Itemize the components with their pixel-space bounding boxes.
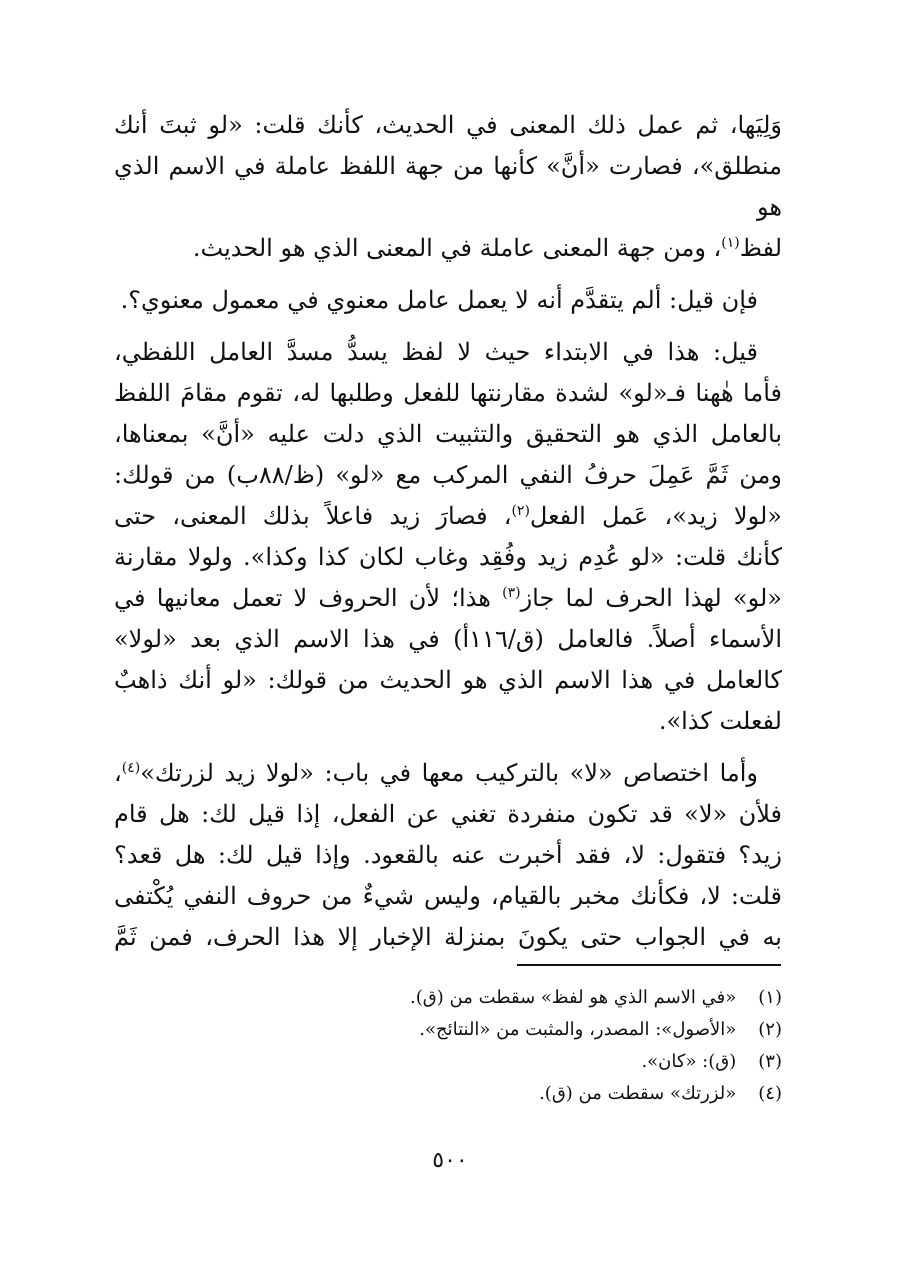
footnote-text: (ق): «كان». <box>641 1051 737 1072</box>
text-line: فإن قيل: ألم يتقدَّم أنه لا يعمل عامل معنوي في معمول معنوي؟. <box>120 286 758 314</box>
text-line: «لو» لهذا الحرف لما جاز$^{(٣)}$ هذا؛ لأن الحروف لا تعمل معانيها في <box>114 584 782 612</box>
text-line: ومن ثَمَّ عَمِلَ حرفُ النفي المركب مع «لو» (ظ/٨٨ب) من قولك: <box>114 461 782 489</box>
text-line: كأنك قلت: «لو عُدِم زيد وفُقِد وغاب لكان كذا وكذا». ولولا مقارنة <box>114 543 782 571</box>
text-line: كالعامل في هذا الاسم الذي هو الحديث من قولك: «لو أنك ذاهبٌ <box>114 666 782 694</box>
footnote-number: (٤) <box>758 1083 782 1104</box>
footnote-text: «لزرتك» سقطت من (ق). <box>539 1083 737 1104</box>
paragraph <box>114 753 782 958</box>
footnote-number: (٢) <box>758 1019 782 1040</box>
main-text <box>114 105 782 958</box>
text-line: الأسماء أصلاً. فالعامل (ق/١١٦أ) في هذا الاسم الذي بعد «لولا» <box>114 625 782 653</box>
footnotes <box>114 982 782 1110</box>
text-line: به في الجواب حتى يكونَ بمنزلة الإخبار إلا هذا الحرف، فمن ثَمَّ <box>114 923 782 951</box>
footnote <box>114 1014 782 1046</box>
text-line: لفظ$^{(١)}$، ومن جهة المعنى عاملة في المعنى الذي هو الحديث. <box>192 234 782 262</box>
footnote-marker: (١) <box>721 235 740 251</box>
text-line: بالعامل الذي هو التحقيق والتثبيت الذي دلت عليه «أنَّ» بمعناها، <box>114 420 782 448</box>
footnote-text: «في الاسم الذي هو لفظ» سقطت من (ق). <box>410 987 737 1008</box>
footnote-marker: (٣) <box>502 585 521 601</box>
footnote-text: «الأصول»: المصدر، والمثبت من «النتائج». <box>419 1019 737 1040</box>
footnote <box>114 1078 782 1110</box>
text-line: زيد؟ فتقول: لا، فقد أخبرت عنه بالقعود. وإذا قيل لك: هل قعد؟ <box>114 841 782 869</box>
page-number: ٥٠٠ <box>432 1148 468 1173</box>
text-line: قيل: هذا في الابتداء حيث لا لفظ يسدُّ مسدَّ العامل اللفظي، <box>114 338 758 366</box>
footnote <box>114 982 782 1014</box>
text-line: وَلِيَها، ثم عمل ذلك المعنى في الحديث، كأنك قلت: «لو ثبتَ أنك <box>114 111 782 139</box>
text-line: فأما هٰهنا فـ«لو» لشدة مقارنتها للفعل وطلبها له، تقوم مقامَ اللفظ <box>114 379 782 407</box>
paragraph <box>114 105 782 269</box>
footnote <box>114 1046 782 1078</box>
footnote-marker: (٢) <box>511 503 530 519</box>
paragraph <box>114 332 782 742</box>
text-line: لفعلت كذا». <box>658 707 782 735</box>
text-line: فلأن «لا» قد تكون منفردة تغني عن الفعل، إذا قيل لك: هل قام <box>114 800 782 828</box>
text-line: قلت: لا، فكأنك مخبر بالقيام، وليس شيءٌ من حروف النفي يُكْتفى <box>114 882 782 910</box>
text-line: منطلق»، فصارت «أنَّ» كأنها من جهة اللفظ عاملة في الاسم الذي هو <box>114 152 782 221</box>
footnote-divider <box>517 964 781 966</box>
paragraph <box>114 280 782 321</box>
footnote-marker: (٤) <box>121 760 141 776</box>
footnote-number: (٣) <box>758 1051 782 1072</box>
footnote-number: (١) <box>758 987 782 1008</box>
text-line: «لولا زيد»، عَمل الفعل$^{(٢)}$، فصارَ زيد فاعلاً بذلك المعنى، حتى <box>114 502 782 530</box>
text-line: وأما اختصاص «لا» بالتركيب معها في باب: «لولا زيد لزرتك»$^{(٤)}$، <box>114 759 758 787</box>
